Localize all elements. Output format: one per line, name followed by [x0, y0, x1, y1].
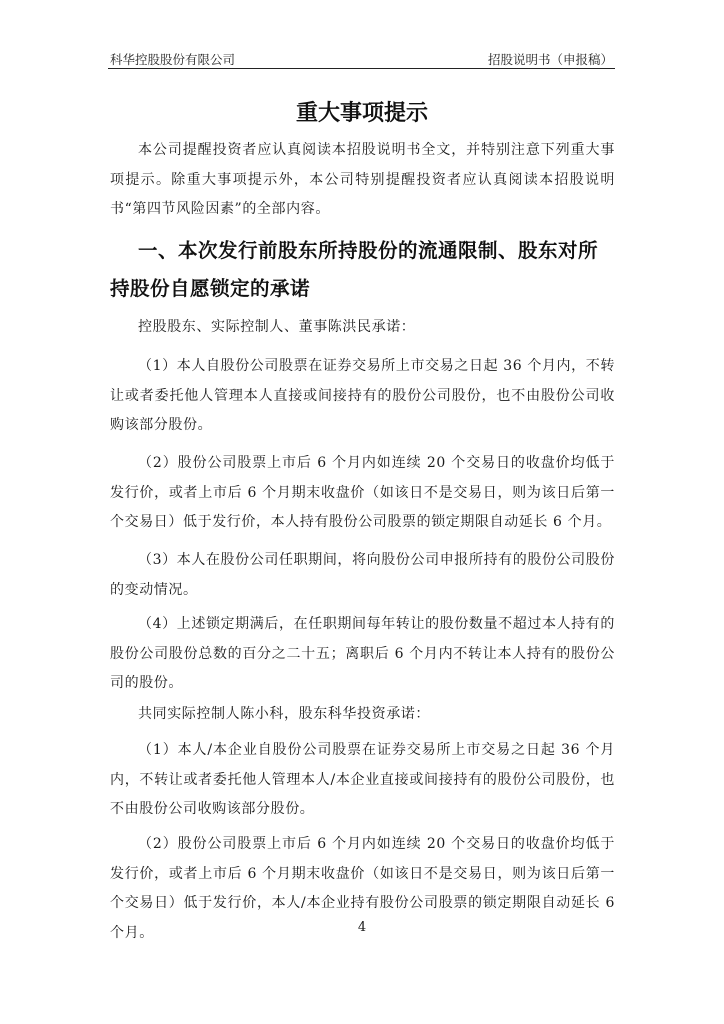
group1-item-1: （1）本人自股份公司股票在证券交易所上市交易之日起 36 个月内，不转让或者委托他人管理本人直接或间接持有的股份公司股份，也不由股份公司收购该部分股份。	[110, 358, 615, 433]
header-company: 科华控股股份有限公司	[110, 52, 236, 67]
section-heading: 一、本次发行前股东所持股份的流通限制、股东对所持股份自愿锁定的承诺	[110, 239, 599, 300]
group2-intro: 共同实际控制人陈小科，股东科华投资承诺：	[138, 706, 430, 722]
group1-item-2: （2）股份公司股票上市后 6 个月内如连续 20 个交易日的收盘价均低于发行价，或者上市后 6 个月期末收盘价（如该日不是交易日，则为该日后第一个交易日）低于发行价，本人持有股份公司股票的锁定期限自动延长 6 个月。	[110, 455, 615, 530]
page-header	[108, 47, 615, 69]
group1-intro: 控股股东、实际控制人、董事陈洪民承诺：	[138, 319, 416, 335]
page-title: 重大事项提示	[295, 101, 428, 126]
intro-paragraph: 本公司提醒投资者应认真阅读本招股说明书全文，并特别注意下列重大事项提示。除重大事项提示外，本公司特别提醒投资者应认真阅读本招股说明书“第四节风险因素”的全部内容。	[110, 142, 615, 217]
group2-item-2: （2）股份公司股票上市后 6 个月内如连续 20 个交易日的收盘价均低于发行价，或者上市后 6 个月期末收盘价（如该日不是交易日，则为该日后第一个交易日）低于发行价，本人/本企业持有股份公司股票的锁定期限自动延长 6 个月。	[110, 836, 615, 941]
group1-item-3: （3）本人在股份公司任职期间，将向股份公司申报所持有的股份公司股份的变动情况。	[110, 552, 615, 598]
header-rule	[108, 68, 615, 69]
group2-item-1: （1）本人/本企业自股份公司股票在证券交易所上市交易之日起 36 个月内，不转让或者委托他人管理本人/本企业直接或间接持有的股份公司股份，也不由股份公司收购该部分股份。	[110, 742, 615, 817]
page-number: 4	[357, 920, 367, 935]
group1-item-4: （4）上述锁定期满后，在任职期间每年转让的股份数量不超过本人持有的股份公司股份总数的百分之二十五；离职后 6 个月内不转让本人持有的股份公司的股份。	[110, 616, 615, 691]
header-doc-title: 招股说明书（申报稿）	[487, 52, 613, 67]
